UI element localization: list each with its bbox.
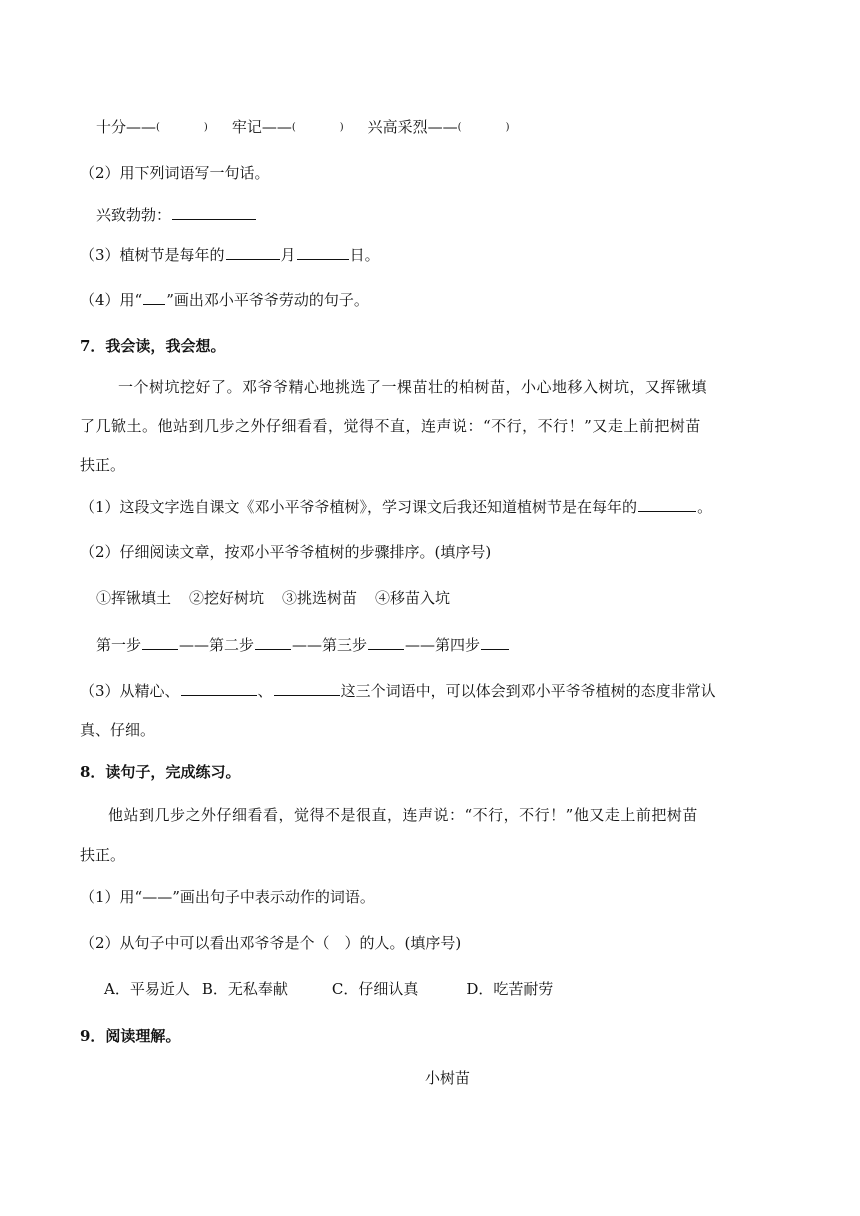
choice-item: C．仔细认真 [331, 980, 419, 998]
q8-choices [104, 979, 553, 999]
q6-part4 [80, 289, 369, 310]
step-label: 第一步 [96, 636, 142, 654]
step-label: ——第二步 [179, 636, 255, 654]
step-label: ——第四步 [405, 636, 481, 654]
q7-title: 7．我会读，我会想。 [80, 337, 226, 355]
step-label: ——第三步 [292, 636, 368, 654]
synonym-row [96, 117, 509, 138]
choice-item: A．平易近人 [104, 980, 190, 998]
step-blank[interactable] [481, 634, 509, 650]
choice-item: B．无私奉献 [201, 980, 288, 998]
q6-part4-text-end: ”画出邓小平爷爷劳动的句子。 [166, 291, 369, 309]
synonym-word: 牢记—— [231, 118, 292, 136]
month-blank[interactable] [226, 244, 280, 260]
q8-part2: （2）从句子中可以看出邓爷爷是个（ ）的人。(填序号) [80, 934, 462, 952]
option-item: ①挥锹填土 [96, 589, 172, 607]
synonym-word: 十分—— [96, 118, 157, 136]
paren-close: ) [339, 122, 344, 133]
q7-part3-cont: 真、仔细。 [80, 721, 156, 739]
word-label: 兴致勃勃： [96, 206, 172, 224]
q6-part3 [80, 244, 380, 265]
q7-part3-text: 这三个词语中，可以体会到邓小平爷爷植树的态度非常认 [340, 682, 716, 700]
paren-open: ( [156, 122, 160, 133]
option-item: ②挖好树坑 [189, 589, 265, 607]
step-blank[interactable] [368, 634, 404, 650]
answer-blank[interactable] [638, 496, 696, 512]
comma: 、 [257, 682, 273, 700]
q8-part1: （1）用“——”画出句子中表示动作的词语。 [80, 888, 375, 906]
paren-close: ) [505, 122, 510, 133]
q7-part1-text: （1）这段文字选自课文《邓小平爷爷植树》，学习课文后我还知道植树节是在每年的 [80, 498, 638, 516]
period: 。 [697, 498, 713, 516]
day-blank[interactable] [297, 244, 349, 260]
q7-part1 [80, 496, 712, 517]
answer-blank[interactable] [172, 204, 256, 220]
choice-item: D．吃苦耐劳 [466, 980, 554, 998]
q7-part3-text: （3）从精心、 [80, 682, 180, 700]
step-blank[interactable] [255, 634, 291, 650]
underline-sample [143, 289, 165, 305]
q8-title: 8．读句子，完成练习。 [80, 763, 241, 781]
synonym-word: 兴高采烈—— [367, 118, 458, 136]
q7-steps [96, 634, 510, 655]
q7-part2: （2）仔细阅读文章，按邓小平爷爷植树的步骤排序。(填序号) [80, 543, 492, 561]
q7-options [96, 588, 450, 608]
paren-open: ( [457, 122, 462, 133]
q7-passage-line: 了几锨土。他站到几步之外仔细看看，觉得不直，连声说：“不行，不行！”又走上前把树苗 [80, 417, 701, 435]
step-blank[interactable] [142, 634, 178, 650]
day-label: 日。 [349, 246, 380, 264]
q9-title: 9．阅读理解。 [80, 1027, 181, 1045]
month-label: 月 [280, 246, 296, 264]
answer-blank[interactable] [181, 680, 257, 696]
q6-part2: （2）用下列词语写一句话。 [80, 164, 270, 182]
q8-passage-line: 他站到几步之外仔细看看，觉得不是很直，连声说：“不行，不行！”他又走上前把树苗 [108, 806, 698, 824]
q8-passage-line: 扶正。 [80, 846, 126, 864]
option-item: ④移苗入坑 [375, 589, 451, 607]
answer-blank[interactable] [274, 680, 340, 696]
q6-part3-text: （3）植树节是每年的 [80, 246, 225, 264]
paren-open: ( [291, 122, 296, 133]
paren-close: ) [203, 122, 208, 133]
q7-passage-line: 一个树坑挖好了。邓爷爷精心地挑选了一棵苗壮的柏树苗，小心地移入树坑，又挥锹填 [118, 378, 708, 396]
q6-part4-text: （4）用“ [80, 291, 143, 309]
q6-part2-word-line [96, 204, 257, 225]
q9-subtitle: 小树苗 [425, 1069, 471, 1087]
q7-part3 [80, 680, 716, 701]
option-item: ③挑选树苗 [282, 589, 358, 607]
q7-passage-line: 扶正。 [80, 456, 126, 474]
